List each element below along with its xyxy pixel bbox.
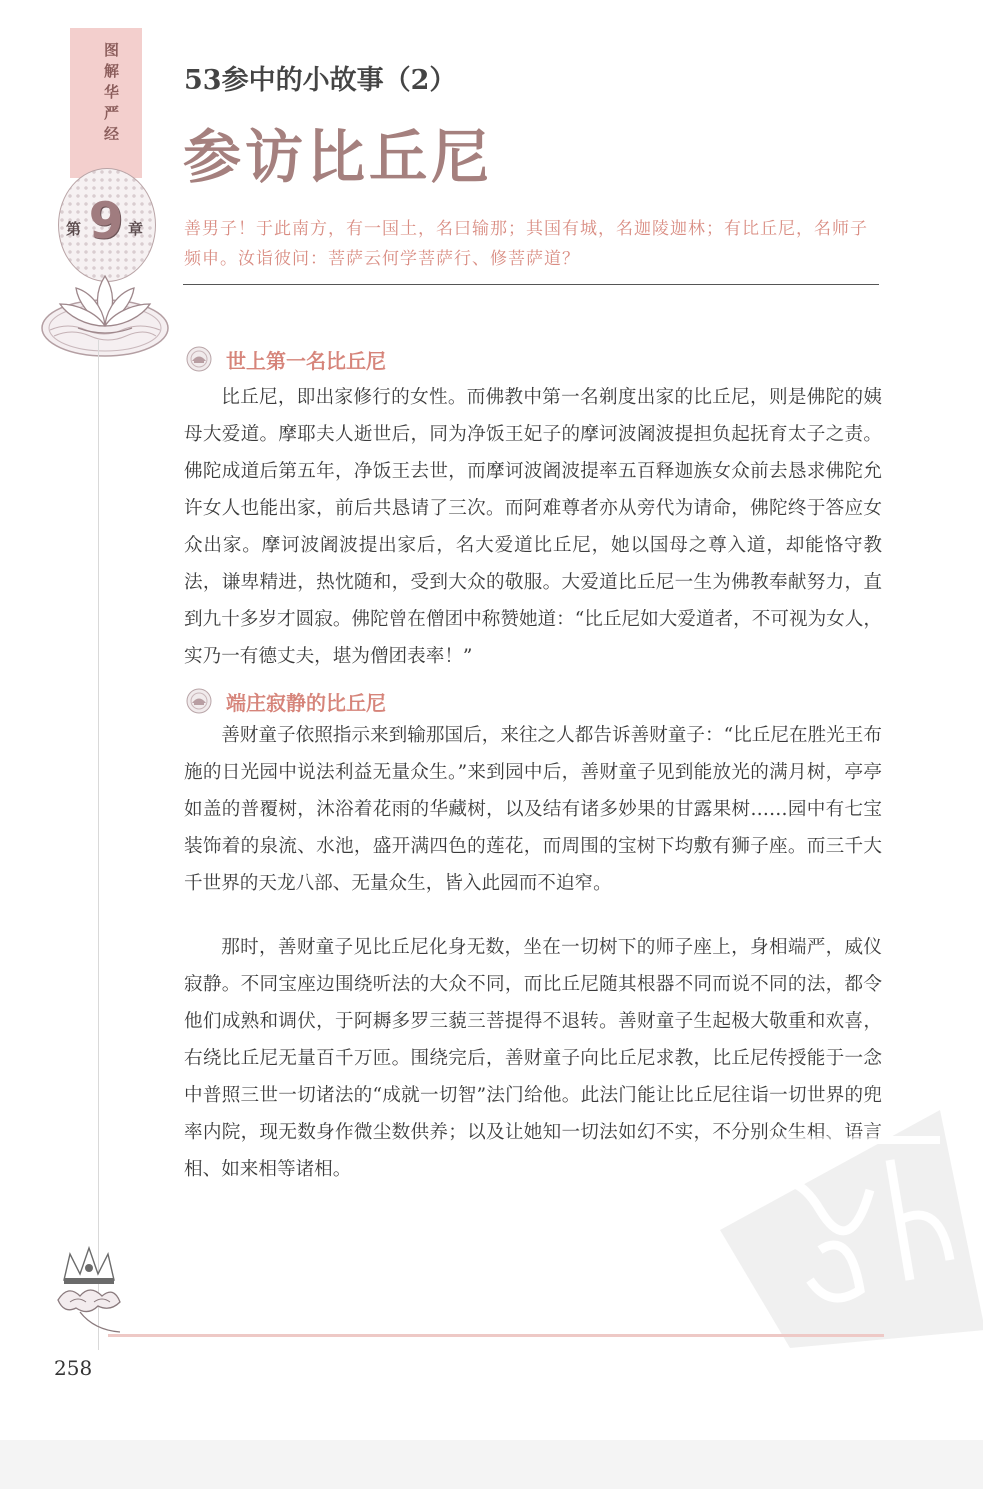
seal-watermark-icon xyxy=(700,1080,983,1350)
chapter-badge xyxy=(58,168,154,280)
dharma-wheel-emblem-icon xyxy=(186,688,212,714)
section-title: 世上第一名比丘尼 xyxy=(226,348,386,373)
section-title: 端庄寂静的比丘尼 xyxy=(226,690,386,715)
section-paragraph: 那时，善财童子见比丘尼化身无数，坐在一切树下的师子座上，身相端严，威仪寂静。不同宝座边围绕听法的大众不同，而比丘尼随其根器不同而说不同的法，都令他们成熟和调伏，于阿耨多罗三藐三菩提得不退转。善财童子生起极大敬重和欢喜，右绕比丘尼无量百千万匝。围绕完后，善财童子向比丘尼求教，比丘尼传授能于一念中普照三世一切诸法的“成就一切智”法门给他。此法门能让比丘尼往诣一切世界的兜率内院，现无数身作微尘数供养；以及让她知一切法如幻不实，不分别众生相、语言相、如来相等诸相。 xyxy=(184,937,882,1180)
chapter-number: 9 xyxy=(88,192,124,250)
chapter-suffix: 章 xyxy=(128,220,144,238)
cloud-crown-ornament-icon xyxy=(50,1240,128,1336)
sutra-quote: 善男子！于此南方，有一国土，名曰输那；其国有城，名迦陵迦林；有比丘尼，名师子频申。汝诣彼问：菩萨云何学菩萨行、修菩萨道？ xyxy=(184,219,868,269)
section-heading xyxy=(186,344,386,374)
section-heading xyxy=(186,686,386,716)
chapter-prefix: 第 xyxy=(66,220,82,238)
lotus-icon xyxy=(38,268,172,360)
page-title: 参访比丘尼 xyxy=(183,123,494,191)
footer-rule xyxy=(108,1334,884,1337)
book-title: 图解华严经 xyxy=(102,42,120,147)
divider xyxy=(183,284,879,285)
section-paragraph: 善财童子依照指示来到输那国后，来往之人都告诉善财童子：“比丘尼在胜光王布施的日光园中说法利益无量众生。”来到园中后，善财童子见到能放光的满月树，亭亭如盖的普覆树，沐浴着花雨的华藏树，以及结有诸多妙果的甘露果树……园中有七宝装饰着的泉流、水池，盛开满四色的莲花，而周围的宝树下均敷有狮子座。而三千大千世界的天龙八部、无量众生，皆入此园而不迫窄。 xyxy=(184,725,882,894)
page-number: 258 xyxy=(54,1356,93,1380)
section-paragraph: 比丘尼，即出家修行的女性。而佛教中第一名剃度出家的比丘尼，则是佛陀的姨母大爱道。摩耶夫人逝世后，同为净饭王妃子的摩诃波阇波提担负起抚育太子之责。佛陀成道后第五年，净饭王去世，而摩诃波阇波提率五百释迦族女众前去恳求佛陀允许女人也能出家，前后共恳请了三次。而阿难尊者亦从旁代为请命，佛陀终于答应女众出家。摩诃波阇波提出家后，名大爱道比丘尼，她以国母之尊入道，却能恪守教法，谦卑精进，热忱随和，受到大众的敬服。大爱道比丘尼一生为佛教奉献努力，直到九十多岁才圆寂。佛陀曾在僧团中称赞她道：“比丘尼如大爱道者，不可视为女人，实乃一有德丈夫，堪为僧团表率！” xyxy=(184,387,882,667)
scan-margin xyxy=(0,1440,983,1489)
series-title: 53参中的小故事（2） xyxy=(184,65,457,96)
margin-rule xyxy=(98,340,99,1350)
dharma-wheel-emblem-icon xyxy=(186,346,212,372)
